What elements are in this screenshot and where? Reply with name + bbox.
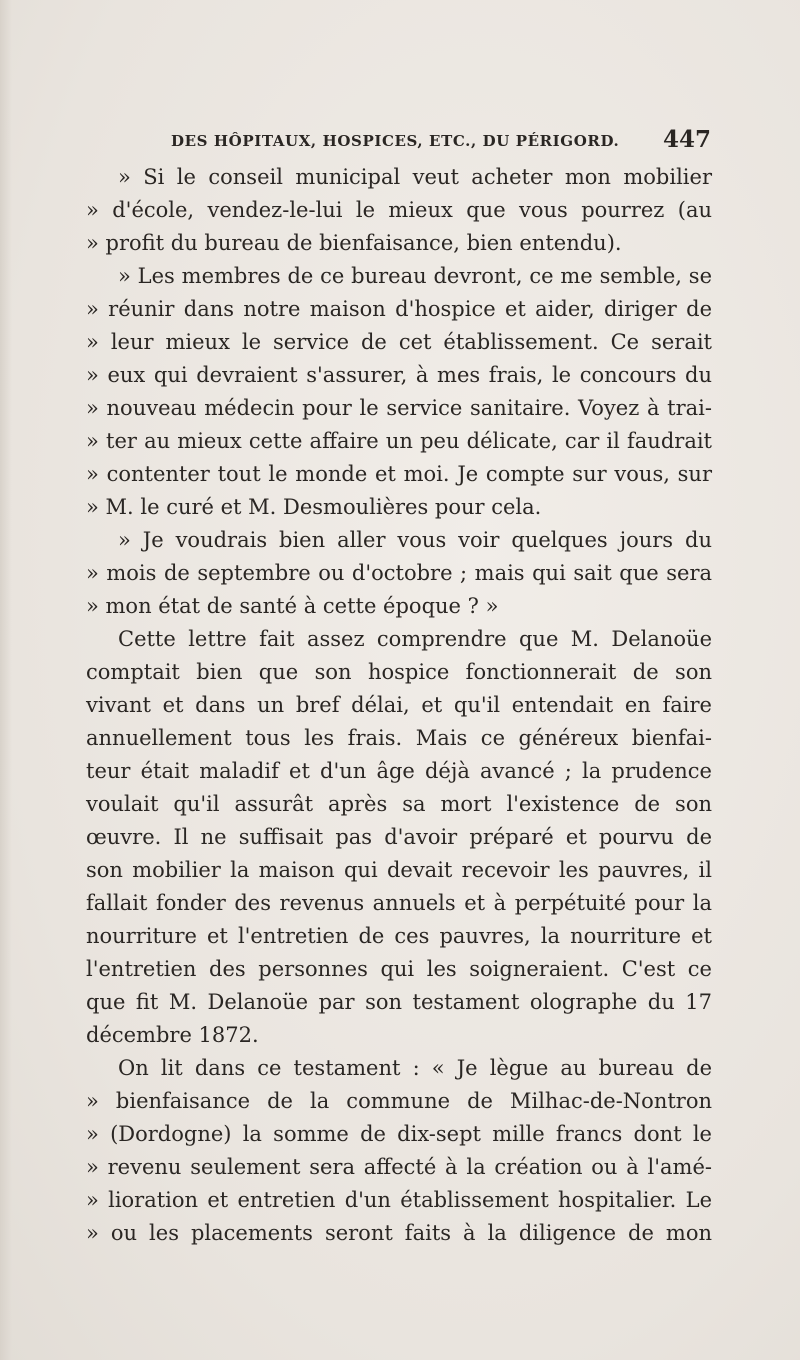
text-line: fallait fonder des revenus annuels et à perpétuité pour la (86, 891, 712, 915)
text-line: » nouveau médecin pour le service sanitaire. Voyez à trai- (86, 396, 712, 420)
text-line: décembre 1872. (86, 1023, 259, 1047)
text-line: » bienfaisance de la commune de Milhac-de-Nontron (86, 1089, 712, 1113)
text-line: vivant et dans un bref délai, et qu'il entendait en faire (86, 693, 712, 717)
page-binding-edge (0, 0, 12, 1360)
text-line: » Si le conseil municipal veut acheter mon mobilier (118, 165, 712, 189)
text-line: » ter au mieux cette affaire un peu délicate, car il faudrait (86, 429, 712, 453)
text-line: » Les membres de ce bureau devront, ce me semble, se (118, 264, 712, 288)
text-line: » Je voudrais bien aller vous voir quelques jours du (118, 528, 712, 552)
text-line: » M. le curé et M. Desmoulières pour cela. (86, 495, 542, 519)
text-line: » (Dordogne) la somme de dix-sept mille francs dont le (86, 1122, 712, 1146)
text-line: son mobilier la maison qui devait recevoir les pauvres, il (86, 858, 712, 882)
text-line: » contenter tout le monde et moi. Je compte sur vous, sur (86, 462, 712, 486)
text-line: » revenu seulement sera affecté à la création ou à l'amé- (86, 1155, 712, 1179)
text-line: voulait qu'il assurât après sa mort l'existence de son (86, 792, 712, 816)
text-line: nourriture et l'entretien de ces pauvres, la nourriture et (86, 924, 712, 948)
text-line: » mon état de santé à cette époque ? » (86, 594, 499, 618)
text-line: œuvre. Il ne suffisait pas d'avoir préparé et pourvu de (86, 825, 712, 849)
text-line: » leur mieux le service de cet établissement. Ce serait (86, 330, 712, 354)
text-line: » lioration et entretien d'un établissement hospitalier. Le (86, 1188, 712, 1212)
text-line: » d'école, vendez-le-lui le mieux que vous pourrez (au (86, 198, 712, 222)
text-line: que fit M. Delanoüe par son testament olographe du 17 (86, 990, 712, 1014)
running-title: DES HÔPITAUX, HOSPICES, ETC., DU PÉRIGORD. (171, 132, 620, 150)
text-line: annuellement tous les frais. Mais ce généreux bienfai- (86, 726, 712, 750)
text-line: On lit dans ce testament : « Je lègue au bureau de (118, 1056, 712, 1080)
text-line: » réunir dans notre maison d'hospice et aider, diriger de (86, 297, 712, 321)
text-line: » ou les placements seront faits à la diligence de mon (86, 1221, 712, 1245)
text-line: Cette lettre fait assez comprendre que M. Delanoüe (118, 627, 712, 651)
text-line: teur était maladif et d'un âge déjà avancé ; la prudence (86, 759, 712, 783)
text-line: » eux qui devraient s'assurer, à mes frais, le concours du (86, 363, 712, 387)
text-line: » mois de septembre ou d'octobre ; mais qui sait que sera (86, 561, 712, 585)
text-line: l'entretien des personnes qui les soigneraient. C'est ce (86, 957, 712, 981)
text-line: » profit du bureau de bienfaisance, bien entendu). (86, 231, 622, 255)
text-line: comptait bien que son hospice fonctionnerait de son (86, 660, 712, 684)
body-text (86, 161, 712, 1250)
page-header (171, 124, 711, 160)
page-number: 447 (662, 126, 711, 153)
